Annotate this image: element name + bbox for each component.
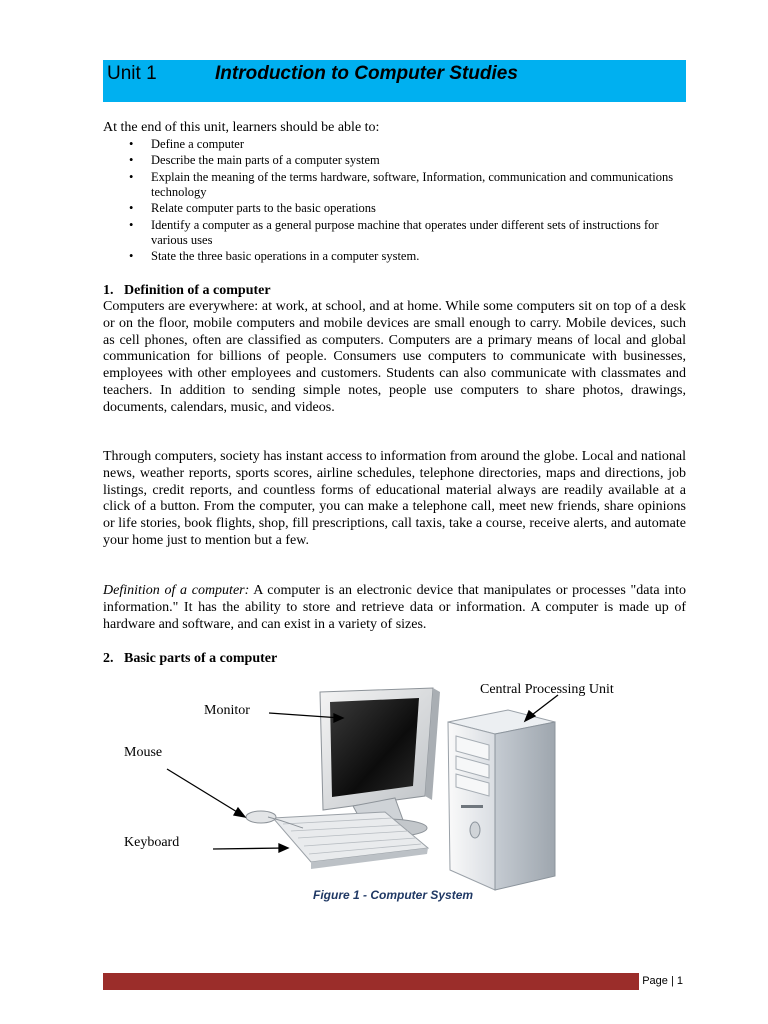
objectives-intro: At the end of this unit, learners should be able to:: [103, 120, 380, 135]
definition-term: Definition of a computer:: [103, 583, 250, 598]
list-item: • State the three basic operations in a computer system.: [129, 248, 420, 263]
mouse-label: Mouse: [124, 745, 163, 760]
cpu-label: Central Processing Unit: [480, 682, 614, 697]
cpu-tower-image: [448, 710, 555, 890]
computer-system-figure: [103, 670, 686, 910]
section-1-heading: 1. Definition of a computer: [103, 283, 271, 298]
unit-label: Unit 1: [107, 63, 157, 84]
bullet-icon: •: [129, 248, 134, 263]
keyboard-label: Keyboard: [124, 835, 180, 850]
mouse-image: [246, 811, 276, 823]
computer-illustration: [103, 670, 686, 910]
figure-caption: Figure 1 - Computer System: [313, 888, 474, 902]
bullet-icon: •: [129, 137, 134, 151]
section-2-heading: 2. Basic parts of a computer: [103, 651, 278, 666]
bullet-icon: •: [129, 217, 134, 232]
unit-header: [103, 60, 686, 102]
list-item: • Describe the main parts of a computer system: [129, 153, 380, 168]
definition-paragraph: [103, 583, 686, 633]
list-item: • Identify a computer as a general purpose machine that operates under different sets of instructions for various uses: [129, 217, 659, 247]
bullet-icon: •: [129, 153, 134, 168]
page-number: Page | 1: [639, 973, 686, 990]
bullet-icon: •: [129, 201, 134, 216]
section-1-paragraph-2: Through computers, society has instant access to information from around the globe. Local and national news, weather reports, sports scores, airline schedules, telephone directories, maps and directions, job listings, credit reports, and countless forms of educational material always are readily available at a click of a button. From the computer, you can make a telephone call, meet new friends, share opinions or life stories, book flights, shop, fill prescriptions, call taxis, take a course, receive alerts, and automate your home just to mention but a few.: [103, 449, 686, 548]
bullet-icon: •: [129, 169, 134, 184]
section-1-paragraph-1: Computers are everywhere: at work, at school, and at home. While some computers sit on top of a desk or on the floor, mobile computers and mobile devices are small enough to carry. Mobile devices, such as cell phones, often are classified as computers. Computers are a primary means of local and global communication for billions of people. Consumers use computers to communicate with businesses, employees with other employees and customers. Students can also communicate with classmates and teachers. In addition to sending simple notes, people use computers to share photos, drawings, documents, calendars, music, and videos.: [103, 299, 686, 415]
list-item: • Define a computer: [129, 137, 245, 151]
definition-text: A computer is an electronic device that manipulates or processes "data into information." It has the ability to store and retrieve data or information. A computer is made up of hardware and software, and can exist in a variety of sizes.: [103, 583, 687, 632]
list-item: • Relate computer parts to the basic operations: [129, 201, 376, 216]
monitor-label: Monitor: [204, 703, 250, 718]
objectives-list: [103, 137, 686, 265]
unit-title: Introduction to Computer Studies: [215, 63, 518, 84]
list-item: • Explain the meaning of the terms hardware, software, Information, communication and communications technology: [129, 169, 674, 199]
footer-bar: [103, 973, 686, 990]
